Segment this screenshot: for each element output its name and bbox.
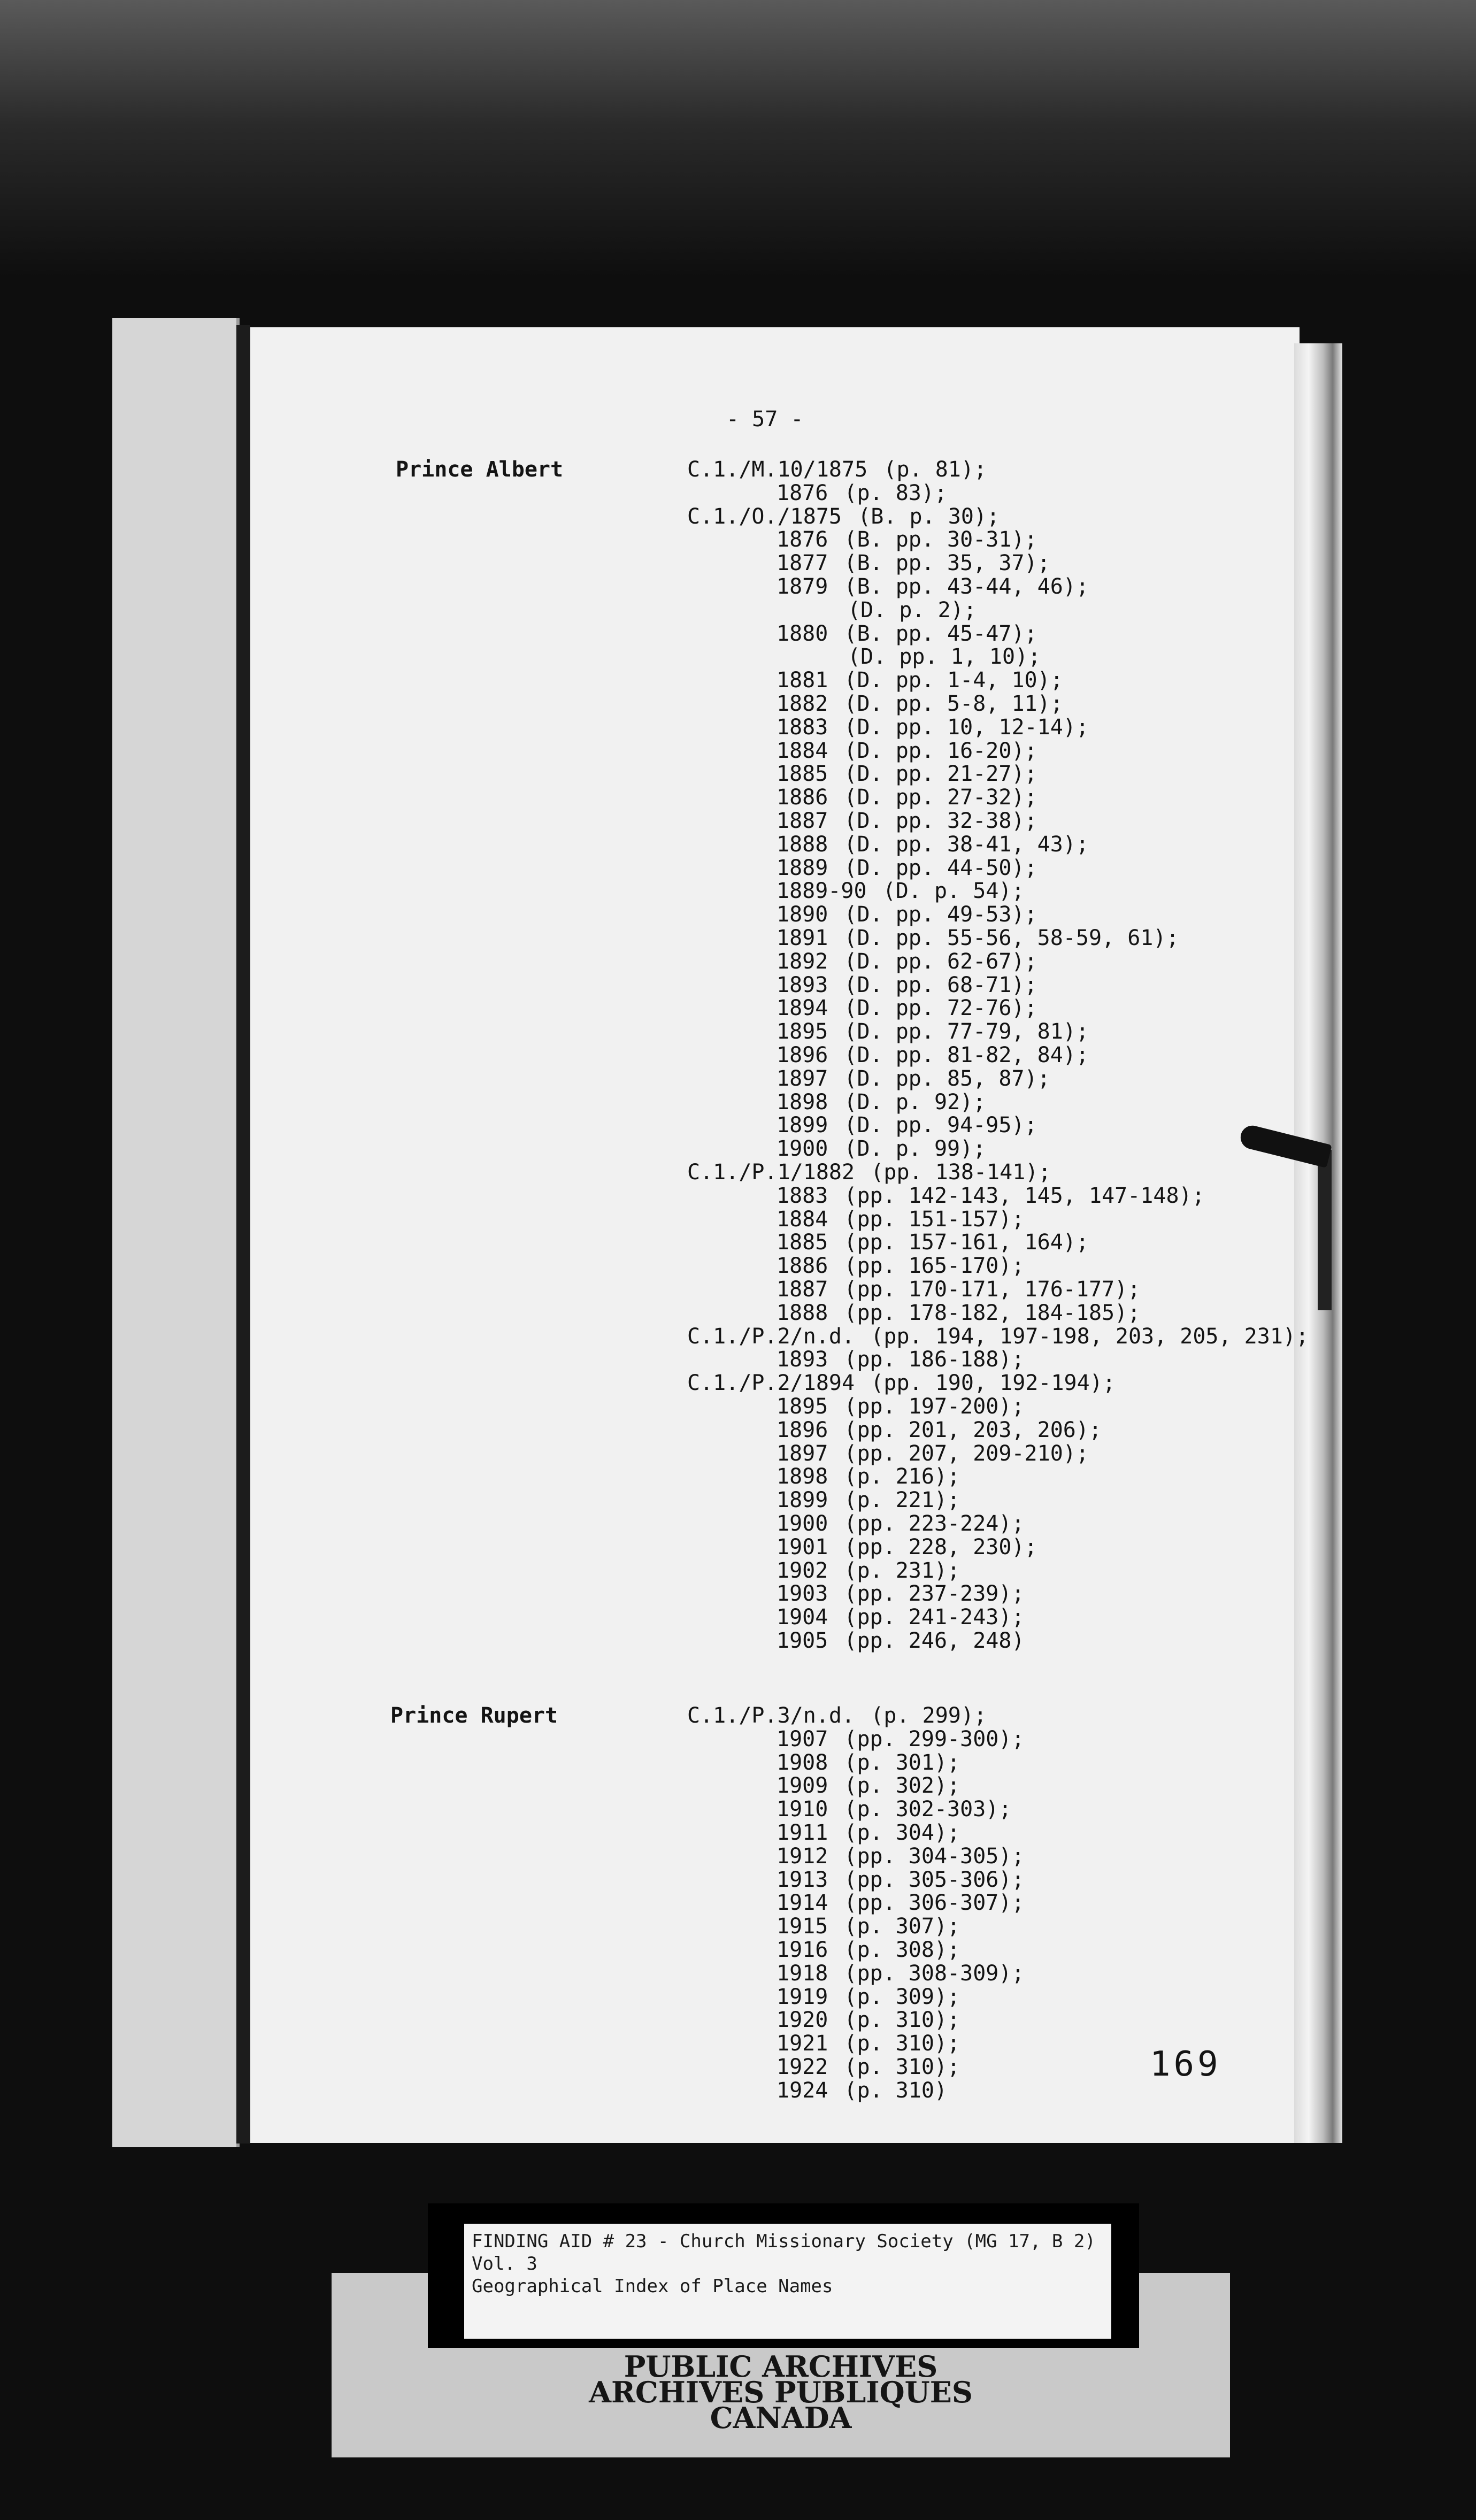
year: 1920 (777, 2008, 828, 2033)
year: 1899 (777, 1113, 828, 1138)
page-reference: (p. 310); (844, 2031, 960, 2056)
year: 1900 (777, 1136, 828, 1162)
year: 1895 (777, 1394, 828, 1419)
page-reference: (pp. 228, 230); (844, 1534, 1037, 1559)
year: 1901 (777, 1534, 828, 1559)
page-number: - 57 - (726, 407, 804, 432)
ribbon-bookmark-tail (1318, 1150, 1332, 1310)
year: 1891 (777, 926, 828, 950)
year: 1883 (777, 714, 828, 740)
year: 1888 (777, 1300, 828, 1325)
year: 1893 (777, 1347, 828, 1372)
year: 1892 (777, 949, 828, 974)
year: 1905 (777, 1628, 828, 1653)
page-reference: (pp. 142-143, 145, 147-148); (844, 1183, 1205, 1208)
year: 1903 (777, 1581, 828, 1607)
year: 1921 (777, 2031, 828, 2056)
year: 1888 (777, 832, 828, 857)
finding-aid-subtitle: Geographical Index of Place Names (472, 2276, 833, 2297)
page-reference: (pp. 151-157); (844, 1207, 1025, 1232)
handwritten-folio-number: 169 (1150, 2045, 1221, 2084)
page-reference: (pp. 237-239); (844, 1581, 1025, 1607)
page-reference: (D. pp. 55-56, 58-59, 61); (844, 926, 1179, 950)
page-reference: (D. pp. 72-76); (844, 996, 1037, 1021)
year: 1896 (777, 1043, 828, 1067)
stamp-line-archives-publiques: ARCHIVES PUBLIQUES (589, 2375, 973, 2409)
page-reference: (pp. 308-309); (844, 1961, 1025, 1986)
year: 1915 (777, 1914, 828, 1939)
year: 1900 (777, 1511, 828, 1536)
page-reference: (D. pp. 81-82, 84); (844, 1043, 1089, 1067)
page-reference: (D. p. 2); (848, 597, 977, 623)
facing-page (112, 318, 240, 2147)
page-reference: (p. 221); (844, 1488, 960, 1513)
page-reference: (pp. 305-306); (844, 1867, 1025, 1892)
year: 1884 (777, 738, 828, 763)
call-number: C.1./P.2/1894 (687, 1371, 855, 1396)
page-reference: (p. 309); (844, 1984, 960, 2009)
page-reference: (D. pp. 1-4, 10); (844, 668, 1063, 693)
year: 1919 (777, 1984, 828, 2009)
year: 1911 (777, 1820, 828, 1845)
call-number: C.1./P.2/n.d. (687, 1324, 855, 1349)
year: 1897 (777, 1066, 828, 1091)
page-reference: (D. pp. 32-38); (844, 809, 1037, 833)
place-name: Prince Rupert (390, 1703, 558, 1728)
year: 1885 (777, 762, 828, 787)
year: 1883 (777, 1183, 828, 1208)
year: 1887 (777, 1277, 828, 1302)
page-reference: (p. 81); (883, 457, 987, 482)
year: 1877 (777, 551, 828, 576)
page-reference: (D. p. 54); (882, 879, 1025, 904)
page-reference: (pp. 299-300); (844, 1726, 1025, 1751)
year: 1898 (777, 1464, 828, 1489)
page-reference: (D. pp. 5-8, 11); (844, 692, 1063, 716)
year: 1876 (777, 480, 828, 505)
year: 1924 (777, 2078, 828, 2103)
page-reference: (pp. 306-307); (844, 1891, 1025, 1916)
page-reference: (p. 308); (844, 1938, 960, 1962)
page-reference: (p. 310); (844, 2008, 960, 2033)
year: 1914 (777, 1891, 828, 1916)
page-reference: (pp. 304-305); (844, 1843, 1025, 1869)
page-reference: (D. pp. 1, 10); (848, 644, 1041, 670)
call-number: C.1./P.1/1882 (687, 1160, 855, 1185)
year: 1881 (777, 668, 828, 693)
page-reference: (pp. 246, 248) (844, 1628, 1025, 1653)
year: 1882 (777, 692, 828, 716)
page-reference: (B. p. 30); (858, 504, 1000, 529)
page-reference: (B. pp. 45-47); (844, 621, 1037, 646)
film-background (0, 0, 1476, 278)
page-reference: (pp. 138-141); (871, 1160, 1051, 1185)
page-reference: (p. 304); (844, 1820, 960, 1845)
year: 1880 (777, 621, 828, 646)
page-reference: (p. 310) (844, 2078, 948, 2103)
year: 1907 (777, 1726, 828, 1751)
page-reference: (p. 302-303); (844, 1797, 1012, 1822)
page-reference: (D. pp. 21-27); (844, 762, 1037, 787)
year: 1893 (777, 972, 828, 997)
finding-aid-title: FINDING AID # 23 - Church Missionary Society (MG 17, B 2) (472, 2231, 1096, 2252)
page-reference: (p. 231); (844, 1558, 960, 1583)
year: 1895 (777, 1019, 828, 1044)
year: 1899 (777, 1488, 828, 1513)
year: 1889-90 (777, 879, 867, 904)
page-reference: (p. 83); (844, 480, 948, 505)
page-reference: (pp. 157-161, 164); (844, 1230, 1089, 1255)
page-reference: (p. 310); (844, 2055, 960, 2079)
page-reference: (pp. 170-171, 176-177); (844, 1277, 1141, 1302)
document-page (250, 327, 1300, 2143)
page-reference: (D. pp. 68-71); (844, 972, 1037, 997)
page-reference: (pp. 186-188); (844, 1347, 1025, 1372)
year: 1904 (777, 1605, 828, 1630)
year: 1909 (777, 1773, 828, 1799)
year: 1896 (777, 1417, 828, 1442)
year: 1922 (777, 2055, 828, 2079)
page-reference: (p. 299); (871, 1703, 987, 1728)
page-reference: (D. pp. 27-32); (844, 785, 1037, 810)
page-reference: (D. pp. 85, 87); (844, 1066, 1050, 1091)
page-reference: (pp. 241-243); (844, 1605, 1025, 1630)
page-reference: (D. pp. 16-20); (844, 738, 1037, 763)
page-reference: (B. pp. 35, 37); (844, 551, 1050, 576)
page-reference: (D. pp. 44-50); (844, 855, 1037, 880)
year: 1886 (777, 785, 828, 810)
year: 1897 (777, 1441, 828, 1466)
page-reference: (D. pp. 62-67); (844, 949, 1037, 974)
page-reference: (pp. 190, 192-194); (871, 1371, 1116, 1396)
call-number: C.1./O./1875 (687, 504, 842, 529)
year: 1910 (777, 1797, 828, 1822)
page-reference: (B. pp. 43-44, 46); (844, 574, 1089, 599)
year: 1894 (777, 996, 828, 1021)
stamp-line-canada: CANADA (710, 2401, 852, 2435)
page-reference: (p. 302); (844, 1773, 960, 1799)
year: 1898 (777, 1089, 828, 1115)
page-reference: (D. pp. 10, 12-14); (844, 714, 1089, 740)
page-reference: (pp. 178-182, 184-185); (844, 1300, 1141, 1325)
page-reference: (p. 301); (844, 1750, 960, 1775)
year: 1918 (777, 1961, 828, 1986)
year: 1908 (777, 1750, 828, 1775)
page-reference: (D. pp. 77-79, 81); (844, 1019, 1089, 1044)
year: 1913 (777, 1867, 828, 1892)
year: 1889 (777, 855, 828, 880)
page-reference: (pp. 165-170); (844, 1254, 1025, 1279)
call-number: C.1./P.3/n.d. (687, 1703, 855, 1728)
page-reference: (D. p. 99); (844, 1136, 986, 1162)
page-gutter (236, 325, 250, 2143)
finding-aid-label (464, 2224, 1111, 2339)
page-reference: (pp. 223-224); (844, 1511, 1025, 1536)
page-reference: (D. p. 92); (844, 1089, 986, 1115)
year: 1879 (777, 574, 828, 599)
page-reference: (D. pp. 94-95); (844, 1113, 1037, 1138)
page-reference: (B. pp. 30-31); (844, 527, 1037, 552)
page-reference: (pp. 194, 197-198, 203, 205, 231); (871, 1324, 1309, 1349)
year: 1885 (777, 1230, 828, 1255)
page-reference: (pp. 207, 209-210); (844, 1441, 1089, 1466)
page-reference: (pp. 197-200); (844, 1394, 1025, 1419)
year: 1876 (777, 527, 828, 552)
year: 1886 (777, 1254, 828, 1279)
year: 1912 (777, 1843, 828, 1869)
page-reference: (p. 307); (844, 1914, 960, 1939)
page-reference: (pp. 201, 203, 206); (844, 1417, 1102, 1442)
year: 1884 (777, 1207, 828, 1232)
page-reference: (D. pp. 38-41, 43); (844, 832, 1089, 857)
call-number: C.1./M.10/1875 (687, 457, 868, 482)
stamp-line-public-archives: PUBLIC ARCHIVES (624, 2349, 938, 2384)
year: 1890 (777, 902, 828, 927)
finding-aid-volume: Vol. 3 (472, 2253, 537, 2275)
year: 1887 (777, 809, 828, 833)
page-reference: (D. pp. 49-53); (844, 902, 1037, 927)
year: 1916 (777, 1938, 828, 1962)
page-reference: (p. 216); (844, 1464, 960, 1489)
year: 1902 (777, 1558, 828, 1583)
place-name: Prince Albert (396, 457, 564, 482)
